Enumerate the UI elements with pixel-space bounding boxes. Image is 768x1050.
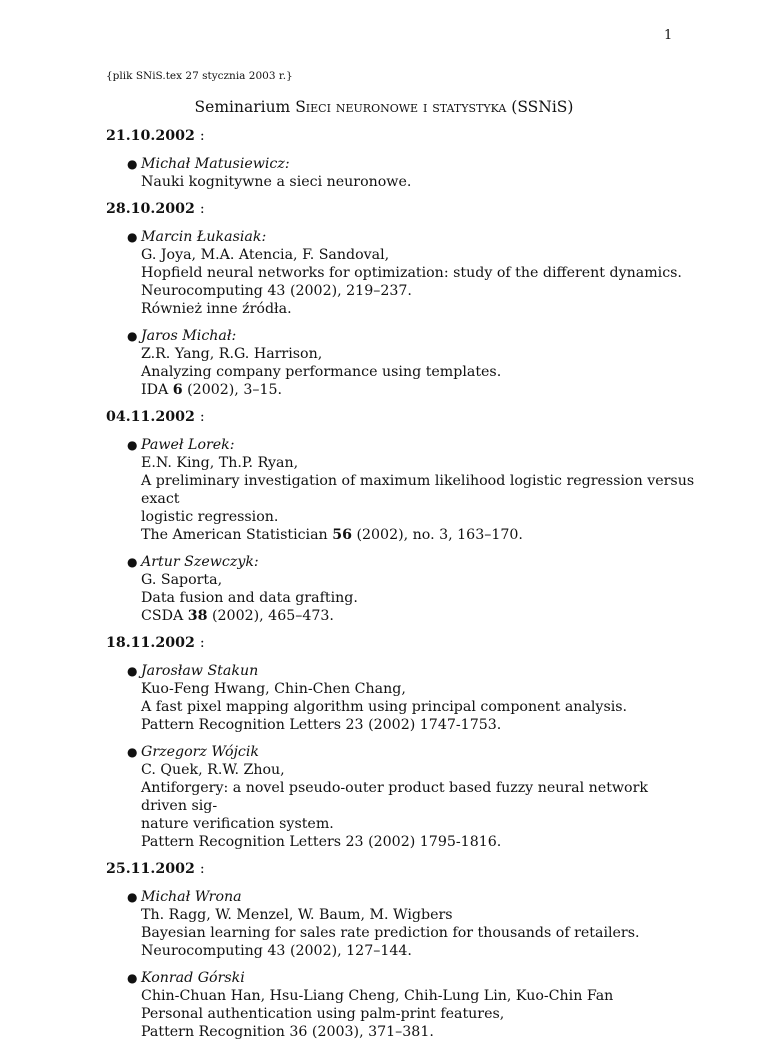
journal-name: IDA [141,382,173,398]
talk-item [106,436,696,544]
talk-item [106,743,696,851]
reference-line: Pattern Recognition Letters 23 (2002) 1795-1816. [141,834,502,850]
talk-item [106,662,696,734]
date-separator: : [199,635,205,651]
reference-line: Z.R. Yang, R.G. Harrison, [141,346,323,362]
bullet-icon: ● [127,890,138,904]
title-small-caps: Sieci neuronowe i statystyka [295,98,507,116]
session-date-line [106,200,696,218]
session-date-line [106,127,696,145]
speaker-name: Paweł Lorek: [141,437,235,453]
speaker-name: Marcin Łukasiak: [141,229,267,245]
session-date: 28.10.2002 [106,201,195,217]
reference-line: Bayesian learning for sales rate prediction for thousands of retailers. [141,925,640,941]
bullet-icon: ● [127,329,138,343]
journal-pages: (2002), 3–15. [182,382,283,398]
reference-line: E.N. King, Th.P. Ryan, [141,455,299,471]
reference-line: G. Joya, M.A. Atencia, F. Sandoval, [141,247,390,263]
reference-line: Th. Ragg, W. Menzel, W. Baum, M. Wigbers [141,907,453,923]
speaker-name: Grzegorz Wójcik [141,744,260,760]
bullet-icon: ● [127,971,138,985]
reference-line: A fast pixel mapping algorithm using principal component analysis. [141,699,628,715]
talk-list [106,228,696,399]
talk-item [106,553,696,625]
reference-line: Kuo-Feng Hwang, Chin-Chen Chang, [141,681,406,697]
session [106,860,696,1041]
speaker-name: Artur Szewczyk: [141,554,259,570]
journal-name: The American Statistician [141,527,333,543]
reference-line: Antiforgery: a novel pseudo-outer product based fuzzy neural network driven sig- [141,780,648,814]
talk-item [106,888,696,960]
bullet-icon: ● [127,664,138,678]
session [106,408,696,625]
page-number: 1 [664,28,673,43]
journal-reference [141,381,696,399]
session-date: 25.11.2002 [106,861,195,877]
bullet-icon: ● [127,438,138,452]
session-date: 21.10.2002 [106,128,195,144]
bullet-icon: ● [127,555,138,569]
reference-line: A preliminary investigation of maximum likelihood logistic regression versus exact [141,473,695,507]
speaker-name: Konrad Górski [141,970,245,986]
seminar-schedule [106,127,696,1050]
session-date-line [106,408,696,426]
reference-line: Pattern Recognition 36 (2003), 371–381. [141,1024,434,1040]
session-date-line [106,860,696,878]
speaker-name: Jaros Michał: [141,328,237,344]
reference-line: Chin-Chuan Han, Hsu-Liang Cheng, Chih-Lung Lin, Kuo-Chin Fan [141,988,614,1004]
bullet-icon: ● [127,230,138,244]
talk-item [106,327,696,399]
talk-list [106,436,696,625]
talk-item [106,969,696,1041]
title-suffix: (SSNiS) [506,98,574,116]
reference-line: Pattern Recognition Letters 23 (2002) 1747-1753. [141,717,502,733]
reference-line: Personal authentication using palm-print features, [141,1006,505,1022]
speaker-name: Jarosław Stakun [141,663,259,679]
reference-line: Neurocomputing 43 (2002), 219–237. [141,283,412,299]
date-separator: : [199,409,205,425]
journal-name: CSDA [141,608,188,624]
bullet-icon: ● [127,157,138,171]
session-date: 04.11.2002 [106,409,195,425]
journal-pages: (2002), no. 3, 163–170. [351,527,523,543]
journal-reference [141,526,696,544]
talk-list [106,888,696,1041]
reference-line: Nauki kognitywne a sieci neuronowe. [141,174,412,190]
talk-item [106,228,696,318]
session-date-line [106,634,696,652]
reference-line: nature verification system. [141,816,334,832]
session-date: 18.11.2002 [106,635,195,651]
journal-volume: 6 [172,382,183,398]
reference-line: Data fusion and data grafting. [141,590,358,606]
journal-volume: 56 [332,527,352,543]
date-separator: : [199,201,205,217]
file-info: {plik SNiS.tex 27 stycznia 2003 r.} [106,70,293,82]
journal-pages: (2002), 465–473. [207,608,334,624]
journal-volume: 38 [187,608,208,624]
reference-line: Neurocomputing 43 (2002), 127–144. [141,943,412,959]
speaker-name: Michał Wrona [141,889,242,905]
bullet-icon: ● [127,745,138,759]
page-title [0,98,768,116]
session [106,127,696,191]
reference-line: Analyzing company performance using templates. [141,364,502,380]
session [106,634,696,851]
talk-list [106,155,696,191]
speaker-name: Michał Matusiewicz: [141,156,290,172]
session [106,200,696,399]
talk-item [106,155,696,191]
reference-line: Również inne źródła. [141,301,292,317]
reference-line: logistic regression. [141,509,279,525]
reference-line: C. Quek, R.W. Zhou, [141,762,285,778]
journal-reference [141,607,696,625]
title-prefix: Seminarium [194,98,296,116]
reference-line: Hopfield neural networks for optimization: study of the different dynamics. [141,265,682,281]
reference-line: G. Saporta, [141,572,223,588]
talk-list [106,662,696,851]
date-separator: : [199,128,205,144]
date-separator: : [199,861,205,877]
